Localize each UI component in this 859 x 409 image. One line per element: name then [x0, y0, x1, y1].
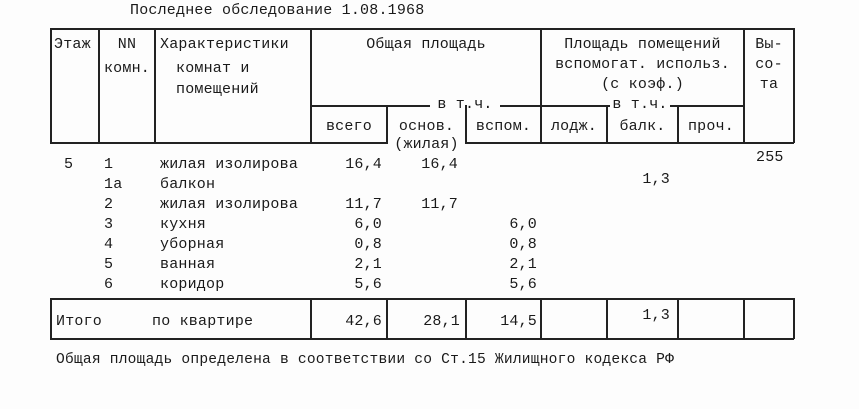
totals-divider [743, 298, 745, 339]
totals-label: Итого [56, 313, 103, 330]
header-aux: вспом. [475, 118, 532, 135]
table-row-name: жилая изолирова [160, 196, 299, 213]
header-main: основ. [398, 118, 455, 135]
table-row-name: балкон [160, 176, 216, 193]
table-row-aux: 6,0 [509, 216, 537, 233]
incl-bracket-right [500, 105, 540, 107]
totals-main: 28,1 [423, 313, 460, 330]
footnote: Общая площадь определена в соответствии со Ст.15 Жилищного кодекса РФ [56, 352, 675, 368]
header-height-2: со- [755, 56, 783, 73]
header-incl-2: в т.ч. [612, 96, 668, 113]
header-aux-area-2: вспомогат. использ. [555, 56, 730, 73]
table-row-aux: 5,6 [509, 276, 537, 293]
table-row-total: 11,7 [345, 196, 382, 213]
header-total-area: Общая площадь [366, 36, 486, 53]
header-characteristics-2: комнат и [176, 60, 250, 77]
table-row-no: 5 [104, 256, 114, 273]
header-loggia: лодж. [550, 118, 597, 135]
totals-divider [540, 298, 542, 339]
totals-top-border [50, 298, 794, 300]
totals-left-border [50, 298, 52, 339]
table-row-total: 16,4 [345, 156, 382, 173]
totals-divider [677, 298, 679, 339]
header-incl-1: в т.ч. [437, 96, 493, 113]
table-top-border [50, 28, 794, 30]
table-row-no: 4 [104, 236, 114, 253]
table-left-border [50, 28, 52, 143]
table-row-total: 5,6 [354, 276, 382, 293]
table-row-balcony: 1,3 [642, 171, 670, 188]
last-survey-line: Последнее обследование 1.08.1968 [130, 2, 425, 19]
incl-bracket-left [386, 105, 430, 107]
floor-value: 5 [64, 156, 74, 173]
header-characteristics: Характеристики [160, 36, 289, 53]
table-row-name: жилая изолирова [160, 156, 299, 173]
totals-sublabel: по квартире [152, 313, 254, 330]
header-rooms-no: NN [117, 36, 137, 53]
table-row-aux: 2,1 [509, 256, 537, 273]
incl2-bracket-right [670, 105, 743, 107]
header-aux-area-1: Площадь помещений [564, 36, 721, 53]
totals-bottom-border [50, 338, 794, 340]
table-row-name: коридор [160, 276, 225, 293]
header-other: проч. [687, 118, 734, 135]
header-height-1: Вы- [755, 36, 783, 53]
header-main-2: (жилая) [388, 137, 465, 153]
header-total-all: всего [325, 118, 372, 135]
incl2-bracket-left [540, 105, 610, 107]
table-row-total: 0,8 [354, 236, 382, 253]
table-row-no: 1а [104, 176, 123, 193]
table-row-name: кухня [160, 216, 207, 233]
totals-total: 42,6 [345, 313, 382, 330]
table-row-name: ванная [160, 256, 216, 273]
totals-right-border [793, 298, 795, 339]
table-row-no: 3 [104, 216, 114, 233]
table-right-border [793, 28, 795, 143]
table-row-main: 16,4 [421, 156, 458, 173]
table-row-aux: 0,8 [509, 236, 537, 253]
header-balcony: балк. [619, 118, 666, 135]
totals-balcony: 1,3 [642, 307, 670, 324]
header-height-3: та [759, 76, 779, 93]
height-value: 255 [756, 149, 784, 166]
header-aux-area-3: (с коэф.) [601, 76, 684, 93]
header-floor: Этаж [54, 36, 91, 53]
total-sub-top [310, 105, 386, 107]
col-divider [154, 28, 156, 143]
header-characteristics-3: помещений [176, 81, 259, 98]
table-row-total: 6,0 [354, 216, 382, 233]
table-row-name: уборная [160, 236, 225, 253]
table-row-no: 6 [104, 276, 114, 293]
totals-aux: 14,5 [500, 313, 537, 330]
table-row-total: 2,1 [354, 256, 382, 273]
table-row-no: 1 [104, 156, 114, 173]
table-row-no: 2 [104, 196, 114, 213]
table-row-main: 11,7 [421, 196, 458, 213]
header-rooms-no-2: комн. [103, 60, 150, 77]
